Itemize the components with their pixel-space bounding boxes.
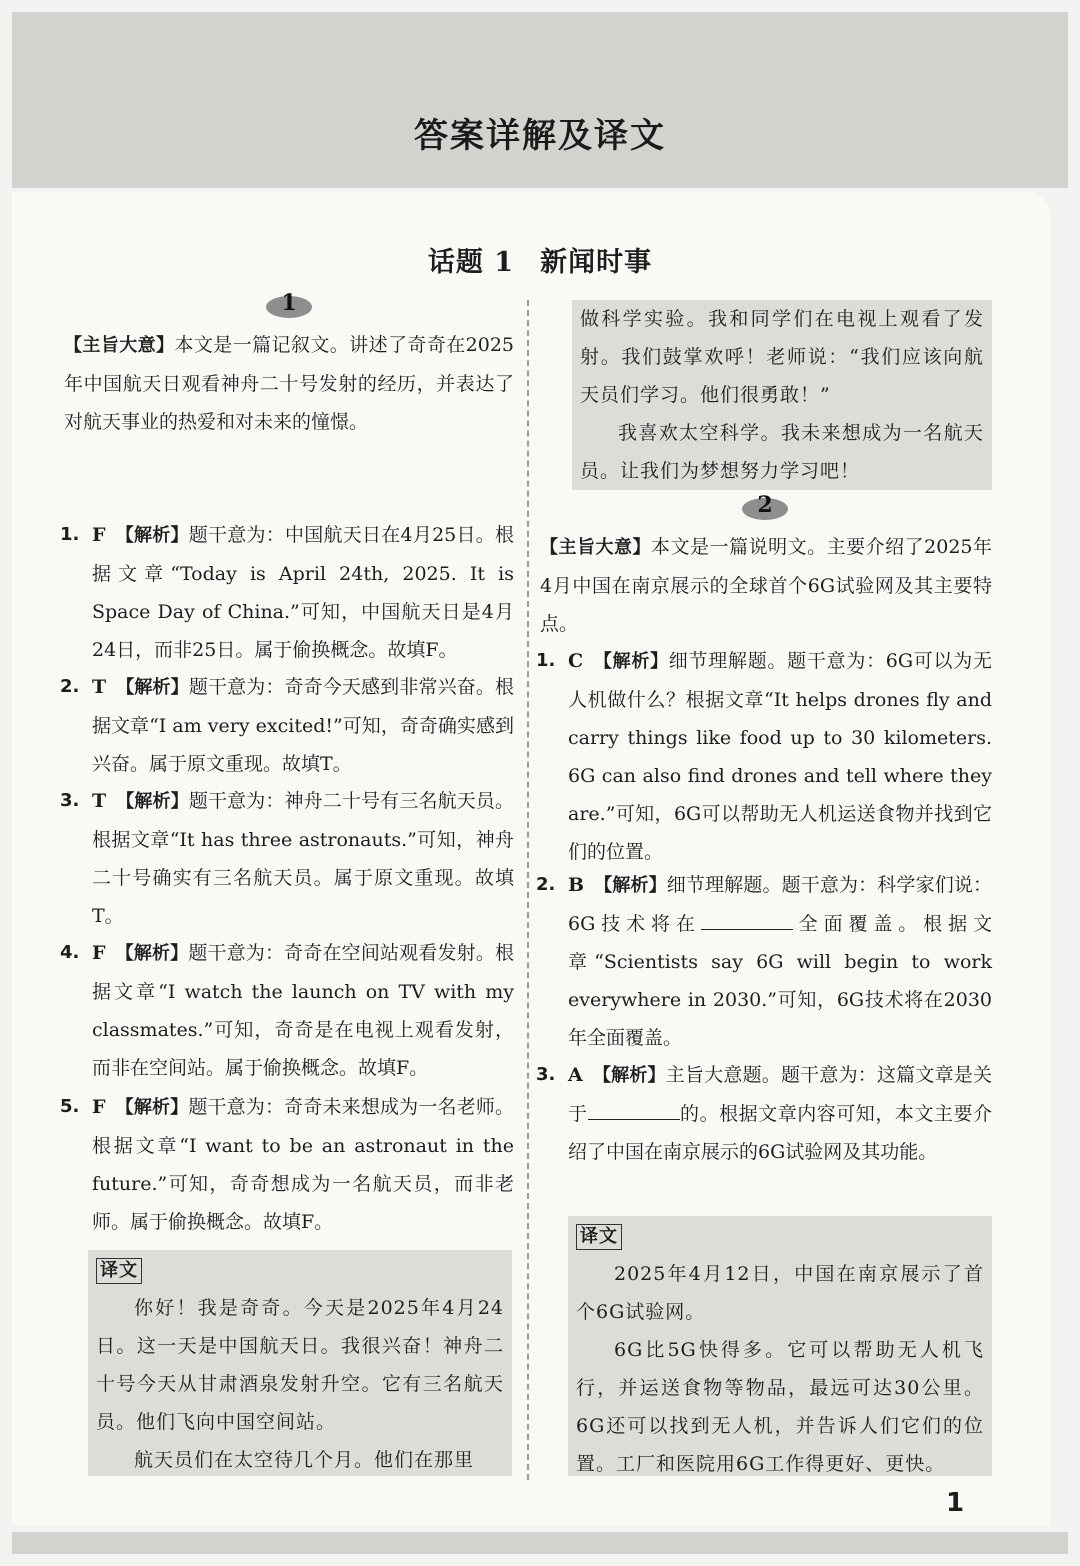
translation-paragraph: 航天员们在太空待几个月。他们在那里 [134,1449,475,1471]
answer-item: 2. B 【解析】细节理解题。题干意为：科学家们说：6G技术将在 全面覆盖。根据文章“Scientists say 6G will begin to work everywhere in 2030.”可知，6G技术将在2030年全面覆盖。 [536,874,992,1049]
topic-name: 新闻时事 [540,247,653,278]
answer-item: 1. F 【解析】题干意为：中国航天日在4月25日。根据文章“Today is April 24th, 2025. It is Space Day of China.”可知，中国航天日是4月24日，而非25日。属于偷换概念。故填F。 [60,524,514,661]
translation-box [88,1250,512,1476]
header-band [12,12,1068,188]
answer-item: 3. A 【解析】主旨大意题。题干意为：这篇文章是关于 的。根据文章内容可知，本文主要介绍了中国在南京展示的6G试验网及其功能。 [536,1064,992,1163]
passage-number-badge: 1 [266,296,312,318]
column-divider [527,300,529,1480]
page-title: 答案详解及译文 [414,116,666,156]
translation-paragraph: 你好！我是奇奇。今天是2025年4月24日。这一天是中国航天日。我很兴奋！神舟二十号今天从甘肃酒泉发射升空。它有三名航天员。他们飞向中国空间站。 [96,1297,504,1433]
fill-blank [701,911,793,930]
translation-paragraph: 2025年4月12日，中国在南京展示了首个6G试验网。 [576,1263,984,1323]
page-number: 1 [946,1488,965,1518]
answer-item: 2. T 【解析】题干意为：奇奇今天感到非常兴奋。根据文章“I am very excited!”可知，奇奇确实感到兴奋。属于原文重现。故填T。 [60,676,514,775]
translation-label: 译文 [96,1258,142,1284]
answer-item: 1. C 【解析】细节理解题。题干意为：6G可以为无人机做什么？根据文章“It helps drones fly and carry things like food up to 30 kilometers. 6G can also find drones and tell where they are.”可知，6G可以帮助无人机运送食物并找到它们的位置。 [536,650,992,863]
translation-label: 译文 [576,1224,622,1250]
passage-summary: 【主旨大意】本文是一篇记叙文。讲述了奇奇在2025年中国航天日观看神舟二十号发射的经历，并表达了对航天事业的热爱和对未来的憧憬。 [64,334,514,433]
passage-summary: 【主旨大意】本文是一篇说明文。主要介绍了2025年4月中国在南京展示的全球首个6G试验网及其主要特点。 [540,536,993,635]
fill-blank [588,1101,680,1120]
answer-item: 4. F 【解析】题干意为：奇奇在空间站观看发射。根据文章“I watch the launch on TV with my classmates.”可知，奇奇是在电视上观看发射，而非在空间站。属于偷换概念。故填F。 [60,942,514,1079]
passage-number-badge: 2 [742,498,788,520]
answer-item: 3. T 【解析】题干意为：神舟二十号有三名航天员。根据文章“It has three astronauts.”可知，神舟二十号确实有三名航天员。属于原文重现。故填T。 [60,790,514,927]
topic-title [0,240,1080,279]
translation-paragraph: 6G比5G快得多。它可以帮助无人机飞行，并运送食物等物品，最远可达30公里。6G还可以找到无人机，并告诉人们它们的位置。工厂和医院用6G工作得更好、更快。 [576,1339,984,1475]
answer-item: 5. F 【解析】题干意为：奇奇未来想成为一名老师。根据文章“I want to be an astronaut in the future.”可知，奇奇想成为一名航天员，而非老师。属于偷换概念。故填F。 [60,1096,514,1233]
translation-box [568,1216,992,1476]
translation-paragraph: 我喜欢太空科学。我未来想成为一名航天员。让我们为梦想努力学习吧！ [580,422,984,482]
translation-paragraph: 做科学实验。我和同学们在电视上观看了发射。我们鼓掌欢呼！老师说：“我们应该向航天员们学习。他们很勇敢！” [580,308,984,406]
footer-band [12,1532,1068,1554]
topic-label: 话题 1 [427,247,515,278]
translation-box-continued [572,300,992,490]
